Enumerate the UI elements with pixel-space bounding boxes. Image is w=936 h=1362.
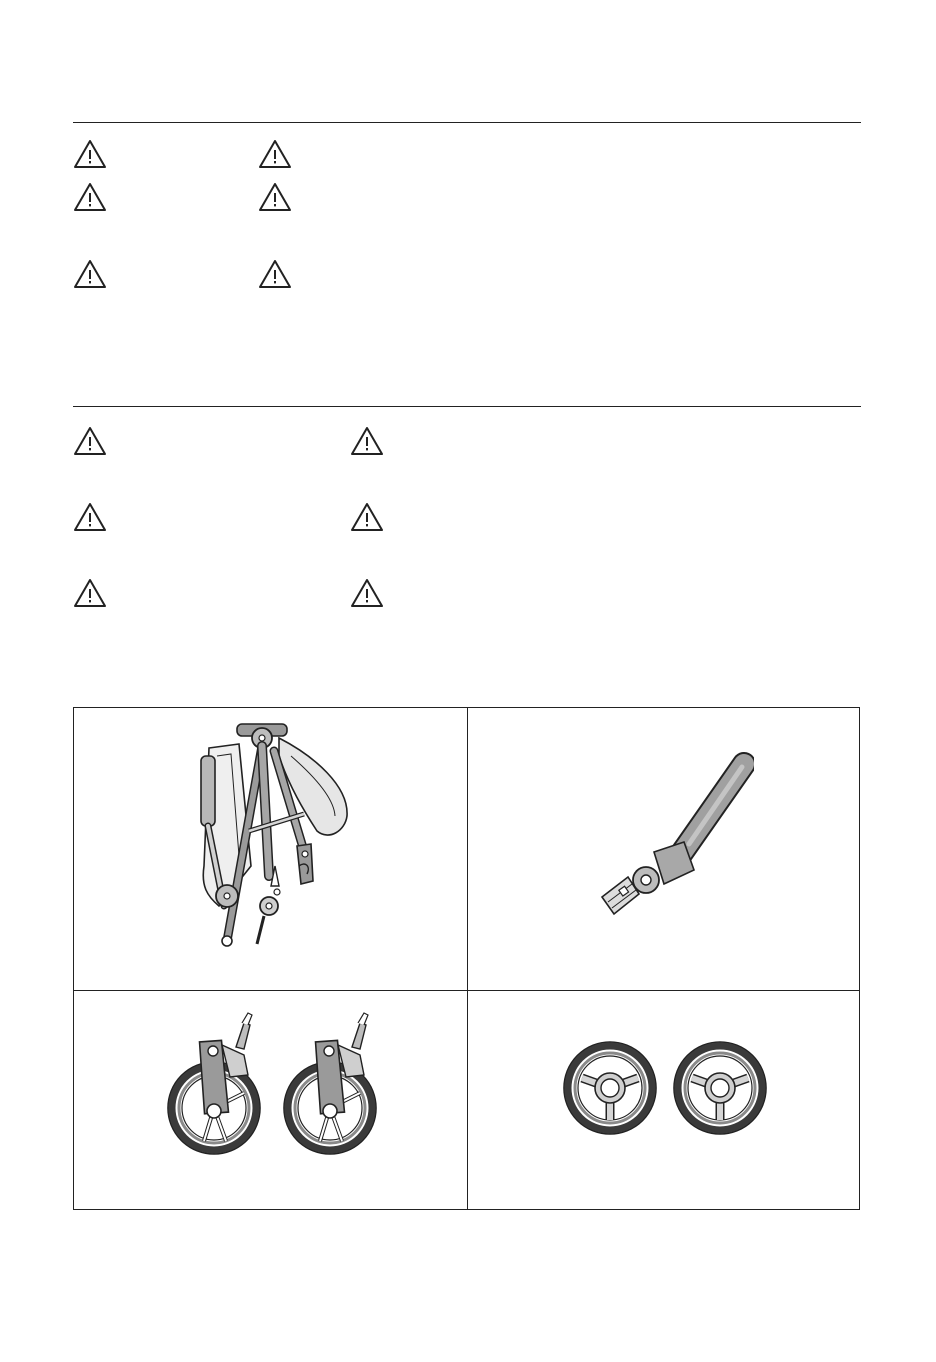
warning-triangle-icon xyxy=(350,578,384,608)
warning-triangle-icon xyxy=(350,426,384,456)
warning-triangle-icon xyxy=(350,502,384,532)
grid-divider-vertical xyxy=(467,708,468,1209)
warning-triangle-icon xyxy=(258,182,292,212)
folded-stroller-frame xyxy=(179,716,369,956)
warning-triangle-icon xyxy=(258,139,292,169)
section-divider-1 xyxy=(73,122,861,123)
warning-triangle-icon xyxy=(258,259,292,289)
warning-triangle-icon xyxy=(73,426,107,456)
warning-triangle-icon xyxy=(73,502,107,532)
warning-triangle-icon xyxy=(73,259,107,289)
warning-triangle-icon xyxy=(73,182,107,212)
section-divider-2 xyxy=(73,406,861,407)
warning-triangle-icon xyxy=(73,139,107,169)
front-swivel-wheels xyxy=(164,1003,394,1163)
rear-wheels xyxy=(562,1040,774,1140)
parts-grid xyxy=(73,707,860,1210)
warning-triangle-icon xyxy=(73,578,107,608)
grid-divider-horizontal xyxy=(74,990,859,991)
handle-bar xyxy=(594,752,754,922)
